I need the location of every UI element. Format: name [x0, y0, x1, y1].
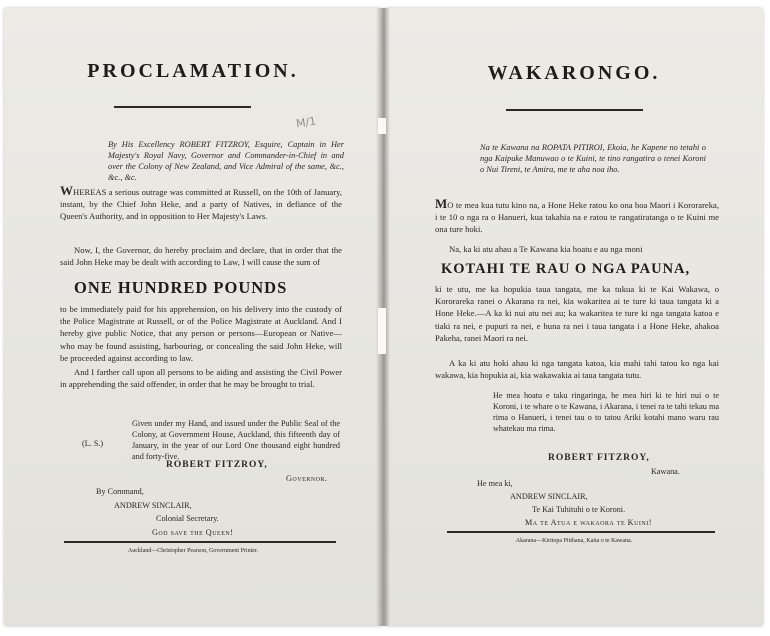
paragraph-a-ka-ki: A ka ki atu hoki ahau ki nga tangata katoa, kia mahi tahi tatou ko nga kai wakawa, kia hopukia ai, kia wakawakia ai taua tangata tutu.	[435, 358, 719, 381]
god-save-the-queen: God save the Queen!	[152, 528, 234, 537]
paper-tear-middle	[378, 308, 386, 354]
paragraph-whereas-text: HEREAS a serious outrage was committed at Russell, on the 10th of January, instant, by the Chief John Heke, and a party of Natives, in defiance of the Queen's Authority, and in opposition to Her Majesty's Laws.	[60, 187, 342, 222]
kawana-signature: ROBERT FITZROY,	[548, 453, 650, 463]
reward-heading: ONE HUNDRED POUNDS	[74, 278, 288, 297]
reward-heading-maori: KOTAHI TE RAU O NGA PAUNA,	[441, 261, 691, 277]
ma-te-atua: Ma te Atua e wakaora te Kuini!	[525, 518, 652, 527]
secretary-title: Colonial Secretary.	[156, 514, 219, 523]
governor-role: Governor.	[286, 474, 328, 483]
kawana-role: Kawana.	[651, 467, 680, 476]
given-under-hand: Given under my Hand, and issued under the Public Seal of the Colony, at Government House, Auckland, this fifteenth day of January, in the year of our Lord One thousand eight hundred and forty-five.	[132, 419, 340, 461]
he-mea-hoatu: He mea hoatu e taku ringaringa, he mea hiri ki te hiri nui o te Koroni, i te whare o te Kawana, i Akarana, i tenei ra te tahi tekau ma rima o Hanueri, i tenei tau o to tatou Ariki kotahi mano waru rau whatekau ma rima.	[493, 391, 719, 433]
paper-tear-top	[378, 118, 386, 134]
drop-cap: W	[60, 183, 73, 198]
secretary-name: ANDREW SINCLAIR,	[114, 501, 192, 510]
governor-signature: ROBERT FITZROY,	[166, 460, 268, 470]
paragraph-proclaim: Now, I, the Governor, do hereby proclaim and declare, that in order that the said John Heke may be dealt with according to Law, I will cause the sum of	[60, 245, 342, 268]
left-page-proclamation	[4, 8, 382, 626]
paragraph-mo-te-mea-text: O te mea kua tutu kino na, a Hone Heke ratou ko ona hoa Maori i Kororareka, i te 10 o nga ra o Hanueri, kua takahia na e ratou te rangatiratanga o te Kuini me ona ture hoki.	[435, 200, 719, 235]
paragraph-ki-te-utu: ki te utu, me ka hopukia taua tangata, me ka tukua ki te Kai Wakawa, o Kororareka ranei o Akarana ra nei, kia wakaritea ai te ture ki taua tangata ki a Hone Heke.—A ka ki nui atu nei au; ka wakaritea te ture ki nga tangata katoa e tiaki ra nei, e pupuri ra nei, e huna ra nei i taua tangata i a Hone Heke, ahakoa Pakeha, ranei Maori ra nei.	[435, 284, 719, 343]
wakarongo-title: WAKARONGO.	[487, 62, 661, 84]
right-page-wakarongo	[385, 8, 763, 626]
title-rule	[506, 109, 643, 111]
he-mea-ki: He mea ki,	[477, 479, 513, 488]
paragraph-assist: And I farther call upon all persons to be aiding and assisting the Civil Power in apprehending the said offender, in order that he may be brought to trial.	[60, 367, 342, 390]
secretary-name-maori: ANDREW SINCLAIR,	[510, 492, 588, 501]
secretary-title-maori: Te Kai Tuhituhi o te Koroni.	[532, 505, 626, 514]
by-command: By Command,	[96, 487, 144, 496]
footer-rule	[447, 531, 715, 533]
footer-rule	[64, 541, 336, 543]
printer-imprint-maori: Akarana—Kiritopa Pitihana, Kaita o te Kawana.	[515, 538, 633, 544]
proclamation-title: PROCLAMATION.	[87, 60, 299, 82]
title-rule	[114, 106, 251, 108]
governor-intro: By His Excellency ROBERT FITZROY, Esquire, Captain in Her Majesty's Royal Navy, Governor and Commander-in-Chief in and over the Colony of New Zealand, and Vice Admiral of the same, &c., &c., &c.	[108, 140, 344, 182]
paragraph-na-ka-ki: Na, ka ki atu ahau a Te Kawana kia hoatu e au nga moni	[449, 244, 643, 254]
printer-imprint: Auckland—Christopher Pearson, Government Printer.	[127, 548, 259, 554]
seal-mark: (L. S.)	[82, 439, 104, 448]
kawana-intro: Na te Kawana na ROPATA PITIROI, Ekoia, he Kapene no tetahi o nga Kaipuke Manuwao o te Kuini, te tino rangatira o tenei Koroni o Nui Tireni, te Amira, me te aha noa iho.	[480, 143, 706, 174]
handwritten-annotation: M/1	[295, 114, 318, 131]
paragraph-apprehension: to be immediately paid for his apprehension, on his delivery into the custody of the Police Magistrate at Russell, or of the Police Magistrate at Auckland. And I hereby give public Notice, that any person or persons—European or Native—who may be found assisting, harbouring, or concealing the said John Heke, will be proceeded against according to law.	[60, 304, 342, 363]
drop-cap: M	[435, 196, 448, 211]
paragraph-whereas	[60, 185, 342, 223]
paragraph-mo-te-mea	[435, 198, 719, 236]
